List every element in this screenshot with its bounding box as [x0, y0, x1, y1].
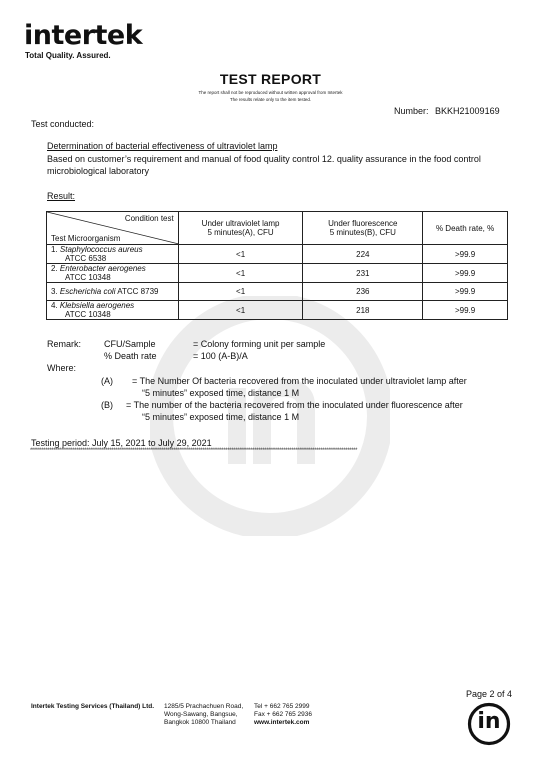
organism-cell — [47, 301, 179, 320]
remark-label: Remark: — [47, 339, 82, 349]
footer-website: www.intertek.com — [254, 719, 310, 726]
fluorescence-cfu-cell: 236 — [303, 283, 423, 301]
death-rate-cell: >99.9 — [423, 283, 508, 301]
death-rate-cell: >99.9 — [423, 301, 508, 320]
method-description-line1: Based on customer’s requirement and manual of food quality control 12. quality assurance in the food control — [47, 154, 481, 164]
report-number-value: BKKH21009169 — [435, 106, 500, 116]
footer-address-line1: 1285/5 Prachachuen Road, — [164, 703, 244, 710]
organism-cell — [47, 283, 179, 301]
intertek-logo: intertek — [24, 20, 143, 51]
column-header-uv-line1: Under ultraviolet lamp — [201, 219, 280, 228]
fine-print-results: The results relate only to the item tested. — [229, 97, 312, 102]
report-number — [394, 106, 500, 116]
method-description-line2: microbiological laboratory — [47, 166, 150, 176]
footer-address — [164, 703, 243, 727]
table-row — [47, 301, 508, 320]
b-definition-line1: = The number of the bacteria recovered from the inoculated under fluorescence after — [126, 400, 463, 410]
footer-tel: Tel + 662 765 2999 — [254, 703, 310, 710]
test-conducted-label: Test conducted: — [31, 119, 95, 129]
intertek-badge-icon — [467, 702, 511, 746]
row-number: 3. — [51, 287, 60, 296]
a-key: (A) — [101, 376, 113, 386]
uv-cfu-cell: <1 — [178, 301, 303, 320]
column-header-death-rate: % Death rate, % — [423, 212, 508, 245]
end-of-report-separator: ************************************************************************************************************************************************************************* — [30, 448, 358, 454]
results-table — [46, 211, 508, 320]
uv-cfu-cell: <1 — [178, 264, 303, 283]
column-header-fluorescence — [303, 212, 423, 245]
page-title: TEST REPORT — [219, 71, 322, 87]
death-rate-term: % Death rate — [104, 351, 157, 361]
uv-cfu-cell: <1 — [178, 283, 303, 301]
fluorescence-cfu-cell: 224 — [303, 245, 423, 264]
table-row — [47, 264, 508, 283]
organism-cell — [47, 264, 179, 283]
death-rate-cell: >99.9 — [423, 245, 508, 264]
footer-address-line3: Bangkok 10800 Thailand — [164, 719, 236, 726]
badge-text: in — [477, 709, 501, 734]
page-number: Page 2 of 4 — [466, 689, 513, 699]
organism-suffix: ATCC 8739 — [115, 287, 159, 296]
footer-address-line2: Wong-Sawang, Bangsue, — [164, 711, 238, 718]
organism-cell — [47, 245, 179, 264]
cfu-term: CFU/Sample — [104, 339, 156, 349]
organism-atcc: ATCC 10348 — [65, 310, 111, 319]
column-header-fluorescence-line1: Under fluorescence — [328, 219, 398, 228]
fluorescence-cfu-cell: 231 — [303, 264, 423, 283]
logo-tagline: Total Quality. Assured. — [25, 51, 111, 60]
a-definition-line1: = The Number Of bacteria recovered from the inoculated under ultraviolet lamp after — [132, 376, 467, 386]
corner-microorganism-label: Test Microorganism — [51, 234, 121, 243]
column-header-uv — [178, 212, 303, 245]
organism-name: Escherichia coli — [59, 287, 116, 296]
column-header-fluorescence-line2: 5 minutes(B), CFU — [329, 228, 396, 237]
b-definition-line2: “5 minutes” exposed time, distance 1 M — [142, 412, 300, 422]
report-number-label: Number: — [394, 106, 429, 116]
organism-name: Enterobacter aerogenes — [59, 264, 146, 273]
footer-company: Intertek Testing Services (Thailand) Ltd. — [31, 703, 155, 710]
organism-name: Staphylococcus aureus — [59, 245, 143, 254]
corner-condition-label: Condition test — [124, 214, 174, 223]
table-row — [47, 283, 508, 301]
table-header-row — [47, 212, 508, 245]
cfu-definition: = Colony forming unit per sample — [193, 339, 326, 349]
death-rate-formula: = 100 (A-B)/A — [193, 351, 248, 361]
row-number: 1. — [51, 245, 60, 254]
testing-period: Testing period: July 15, 2021 to July 29, 2021 — [31, 438, 212, 448]
footer-fax: Fax + 662 765 2936 — [254, 711, 313, 718]
fluorescence-cfu-cell: 218 — [303, 301, 423, 320]
organism-atcc: ATCC 6538 — [65, 254, 107, 263]
column-header-uv-line2: 5 minutes(A), CFU — [207, 228, 274, 237]
row-number: 2. — [51, 264, 60, 273]
organism-name: Klebsiella aerogenes — [59, 301, 135, 310]
footer-contact — [254, 703, 312, 727]
method-title: Determination of bacterial effectiveness of ultraviolet lamp — [47, 141, 278, 151]
a-definition-line2: “5 minutes” exposed time, distance 1 M — [142, 388, 300, 398]
fine-print-reproduction: The report shall not be reproduced without written approval from Intertek — [198, 90, 343, 95]
death-rate-cell: >99.9 — [423, 264, 508, 283]
table-row — [47, 245, 508, 264]
table-corner-cell — [47, 212, 179, 245]
b-key: (B) — [101, 400, 113, 410]
row-number: 4. — [51, 301, 60, 310]
result-label: Result: — [47, 191, 76, 201]
uv-cfu-cell: <1 — [178, 245, 303, 264]
organism-atcc: ATCC 10348 — [65, 273, 111, 282]
where-label: Where: — [47, 363, 77, 373]
